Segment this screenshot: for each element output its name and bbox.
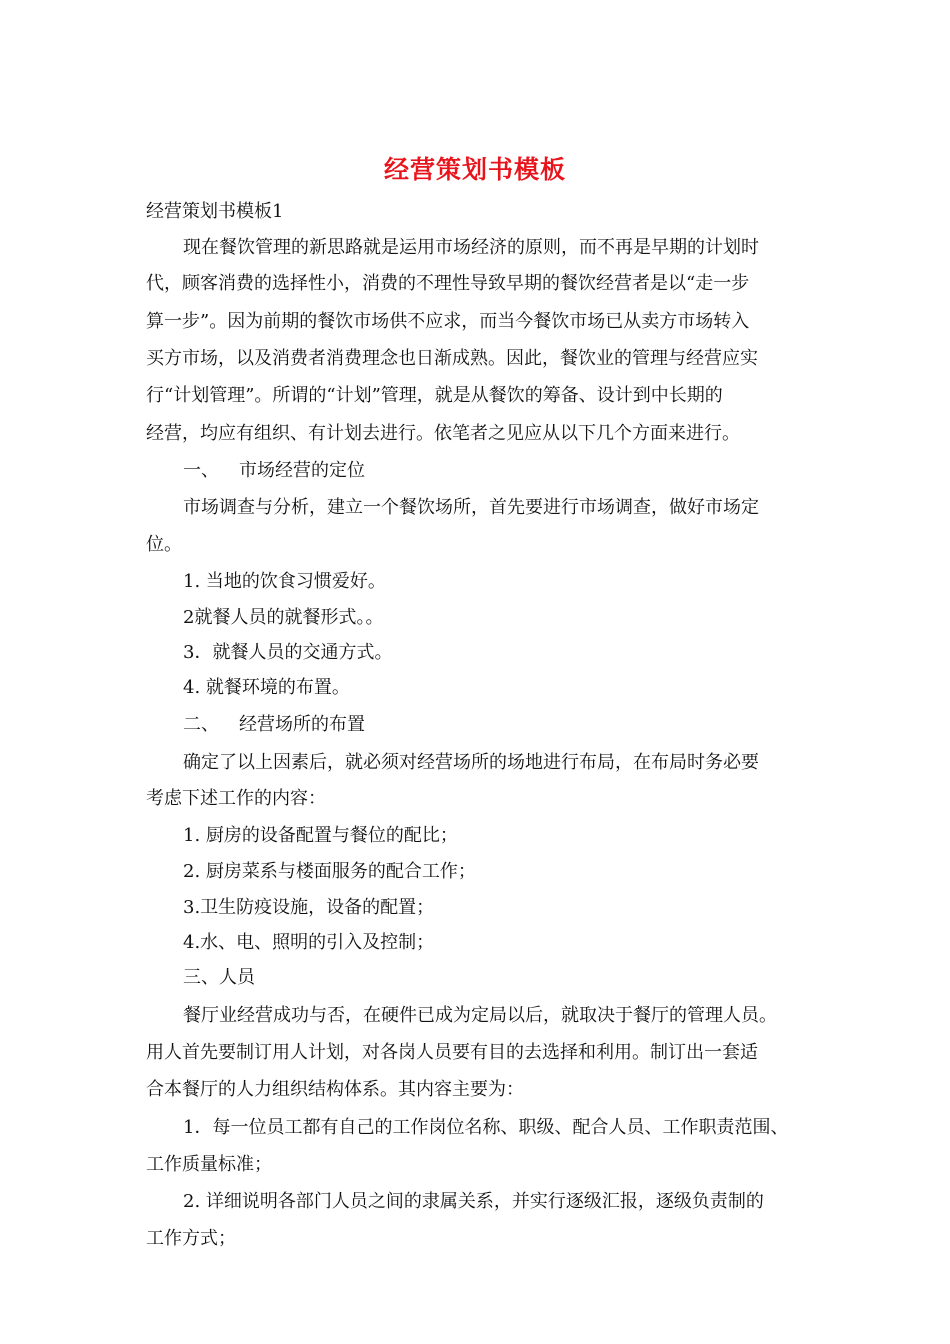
section-number: 一、	[183, 460, 219, 481]
paragraph-line: 市场调查与分析，建立一个餐饮场所，首先要进行市场调查，做好市场定	[183, 497, 759, 518]
paragraph-line: 位。	[146, 534, 182, 555]
paragraph-line: 行“计划管理”。所谓的“计划”管理，就是从餐饮的筹备、设计到中长期的	[146, 385, 723, 406]
list-item: 4.水、电、照明的引入及控制；	[183, 932, 435, 953]
list-item: 1. 当地的饮食习惯爱好。	[183, 571, 386, 592]
section-heading-3: 三、人员	[183, 967, 255, 988]
paragraph-line: 代，顾客消费的选择性小，消费的不理性导致早期的餐饮经营者是以“走一步	[146, 273, 750, 294]
section-title: 经营场所的布置	[239, 714, 365, 735]
paragraph-line: 确定了以上因素后，就必须对经营场所的场地进行布局，在布局时务必要	[183, 752, 759, 773]
document-title: 经营策划书模板	[383, 155, 566, 184]
section-title: 市场经营的定位	[239, 460, 365, 481]
section-number: 二、	[183, 714, 219, 735]
paragraph-line: 餐厅业经营成功与否，在硬件已成为定局以后，就取决于餐厅的管理人员。	[183, 1005, 777, 1026]
paragraph-line: 经营，均应有组织、有计划去进行。依笔者之见应从以下几个方面来进行。	[146, 423, 740, 444]
paragraph-line: 买方市场，以及消费者消费理念也日渐成熟。因此，餐饮业的管理与经营应实	[146, 348, 758, 369]
paragraph-line: 合本餐厅的人力组织结构体系。其内容主要为：	[146, 1079, 524, 1100]
list-item: 4. 就餐环境的布置。	[183, 677, 350, 698]
list-item: 2. 详细说明各部门人员之间的隶属关系，并实行逐级汇报，逐级负责制的	[183, 1191, 764, 1212]
list-item: 2就餐人员的就餐形式。。	[183, 607, 384, 628]
section-heading-1	[183, 459, 365, 483]
paragraph-line: 现在餐饮管理的新思路就是运用市场经济的原则，而不再是早期的计划时	[183, 237, 759, 258]
paragraph-line: 用人首先要制订用人计划，对各岗人员要有目的去选择和利用。制订出一套适	[146, 1042, 758, 1063]
paragraph-line: 工作方式；	[146, 1228, 236, 1249]
paragraph-line: 工作质量标准；	[146, 1154, 272, 1175]
list-item: 3．就餐人员的交通方式。	[183, 642, 393, 663]
list-item: 1. 厨房的设备配置与餐位的配比；	[183, 825, 458, 846]
section-heading-2	[183, 713, 365, 737]
paragraph-line: 算一步”。因为前期的餐饮市场供不应求，而当今餐饮市场已从卖方市场转入	[146, 311, 750, 332]
document-subtitle: 经营策划书模板1	[146, 201, 284, 222]
list-item: 2. 厨房菜系与楼面服务的配合工作；	[183, 861, 476, 882]
list-item: 1．每一位员工都有自己的工作岗位名称、职级、配合人员、工作职责范围、	[183, 1117, 789, 1138]
list-item: 3.卫生防疫设施，设备的配置；	[183, 897, 435, 918]
paragraph-line: 考虑下述工作的内容：	[146, 788, 326, 809]
